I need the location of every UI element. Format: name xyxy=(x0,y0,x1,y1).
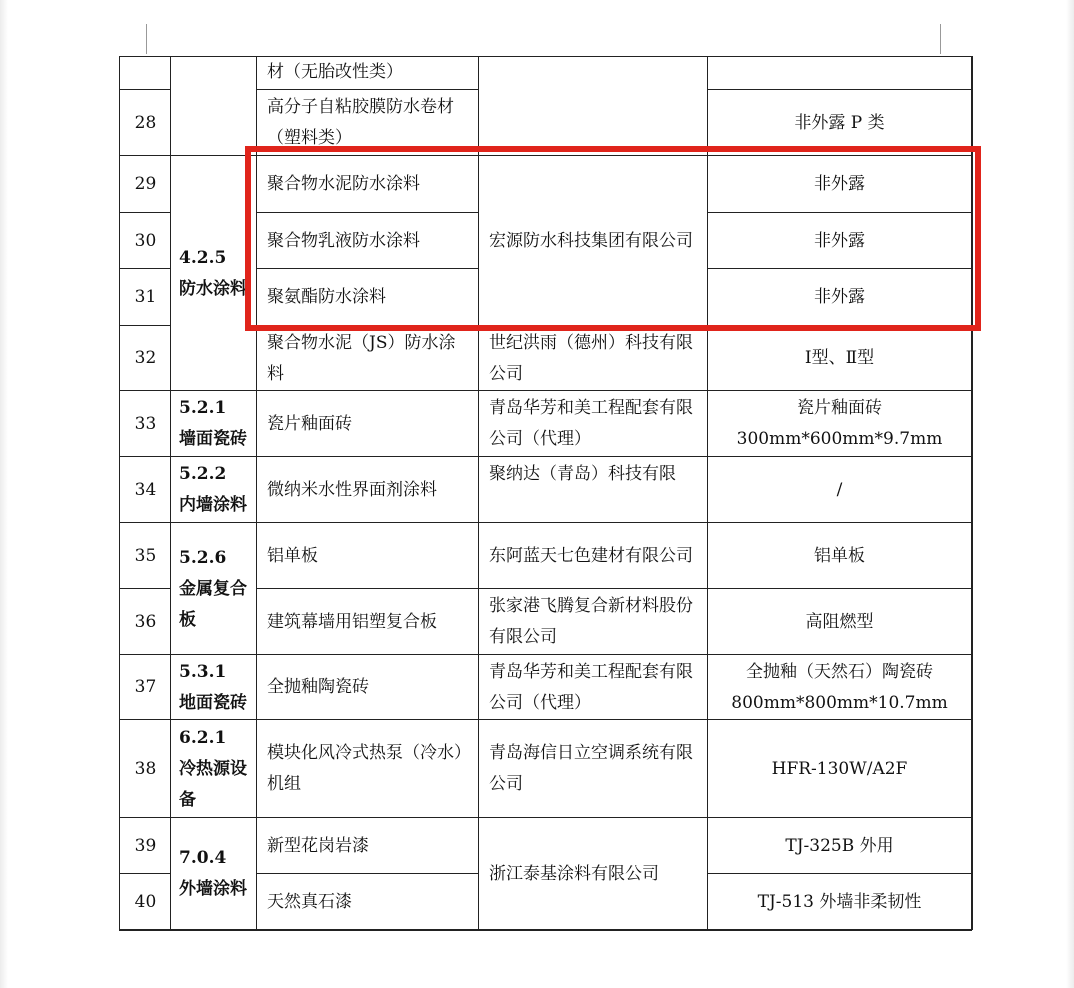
table-cell-num xyxy=(119,56,171,90)
table-cell-name: 高分子自粘胶膜防水卷材（塑料类） xyxy=(256,89,479,156)
table-cell-category: 6.2.1 冷热源设备 xyxy=(170,719,257,818)
table-cell-spec: 瓷片釉面砖 300mm*600mm*9.7mm xyxy=(707,390,971,457)
table-cell-spec: 铝单板 xyxy=(707,522,971,589)
table-cell-spec: 非外露 xyxy=(707,268,971,326)
table-cell-num: 30 xyxy=(119,212,171,269)
table-cell-category: 5.3.1 地面瓷砖 xyxy=(170,654,257,720)
table-cell-num: 39 xyxy=(119,817,171,874)
table-cell-name: 建筑幕墙用铝塑复合板 xyxy=(256,588,479,655)
table-cell-spec: HFR-130W/A2F xyxy=(707,719,971,818)
table-cell-spec: 非外露 xyxy=(707,155,971,213)
table-cell-num: 34 xyxy=(119,456,171,523)
table-cell-num: 31 xyxy=(119,268,171,326)
table-cell-name: 全抛釉陶瓷砖 xyxy=(256,654,479,720)
table-cell-spec: TJ-325B 外用 xyxy=(707,817,971,874)
crop-mark-left xyxy=(146,24,147,54)
table-cell-num: 37 xyxy=(119,654,171,720)
table-cell-name: 聚氨酯防水涂料 xyxy=(256,268,479,326)
page-edge-right xyxy=(1066,0,1074,988)
table-cell-company: 浙江泰基涂料有限公司 xyxy=(478,817,708,930)
table-cell-num: 33 xyxy=(119,390,171,457)
table-cell-spec: 非外露 P 类 xyxy=(707,89,971,156)
table-cell-company: 宏源防水科技集团有限公司 xyxy=(478,155,708,326)
table-cell-name: 天然真石漆 xyxy=(256,873,479,930)
table-border-right xyxy=(971,56,973,930)
table-cell-category: 5.2.1 墙面瓷砖 xyxy=(170,390,257,457)
page-edge-left xyxy=(0,0,8,988)
table-cell-company xyxy=(478,56,708,156)
table-cell-spec: 高阻燃型 xyxy=(707,588,971,655)
table-cell-spec: 全抛釉（天然石）陶瓷砖 800mm*800mm*10.7mm xyxy=(707,654,971,720)
table-cell-spec xyxy=(707,56,971,90)
table-cell-name: 材（无胎改性类） xyxy=(256,56,479,90)
table-border-bottom xyxy=(119,929,972,931)
table-cell-num: 35 xyxy=(119,522,171,589)
table-cell-category: 7.0.4 外墙涂料 xyxy=(170,817,257,930)
table-cell-company: 聚纳达（青岛）科技有限 xyxy=(478,456,708,523)
table-cell-category xyxy=(170,56,257,156)
table-cell-category: 5.2.6 金属复合板 xyxy=(170,522,257,655)
table-cell-company: 世纪洪雨（德州）科技有限公司 xyxy=(478,325,708,391)
table-cell-name: 新型花岗岩漆 xyxy=(256,817,479,874)
table-cell-name: 微纳米水性界面剂涂料 xyxy=(256,456,479,523)
table-cell-name: 聚合物水泥（JS）防水涂料 xyxy=(256,325,479,391)
table-cell-num: 28 xyxy=(119,89,171,156)
table-cell-num: 32 xyxy=(119,325,171,391)
table-cell-company: 青岛华芳和美工程配套有限公司（代理） xyxy=(478,390,708,457)
table-cell-spec: 非外露 xyxy=(707,212,971,269)
table-cell-num: 36 xyxy=(119,588,171,655)
table-cell-company: 青岛华芳和美工程配套有限公司（代理） xyxy=(478,654,708,720)
table-cell-company: 张家港飞腾复合新材料股份有限公司 xyxy=(478,588,708,655)
table-cell-name: 模块化风冷式热泵（冷水）机组 xyxy=(256,719,479,818)
table-cell-name: 铝单板 xyxy=(256,522,479,589)
table-cell-num: 38 xyxy=(119,719,171,818)
table-cell-spec: TJ-513 外墙非柔韧性 xyxy=(707,873,971,930)
table-cell-spec: / xyxy=(707,456,971,523)
table-cell-spec: Ⅰ型、Ⅱ型 xyxy=(707,325,971,391)
crop-mark-right xyxy=(940,24,941,54)
table-cell-company: 东阿蓝天七色建材有限公司 xyxy=(478,522,708,589)
table-cell-name: 聚合物水泥防水涂料 xyxy=(256,155,479,213)
table-cell-num: 29 xyxy=(119,155,171,213)
table-cell-name: 聚合物乳液防水涂料 xyxy=(256,212,479,269)
table-cell-category: 5.2.2 内墙涂料 xyxy=(170,456,257,523)
table-cell-name: 瓷片釉面砖 xyxy=(256,390,479,457)
table-cell-category: 4.2.5 防水涂料 xyxy=(170,155,257,391)
table-cell-company: 青岛海信日立空调系统有限公司 xyxy=(478,719,708,818)
table-cell-num: 40 xyxy=(119,873,171,930)
